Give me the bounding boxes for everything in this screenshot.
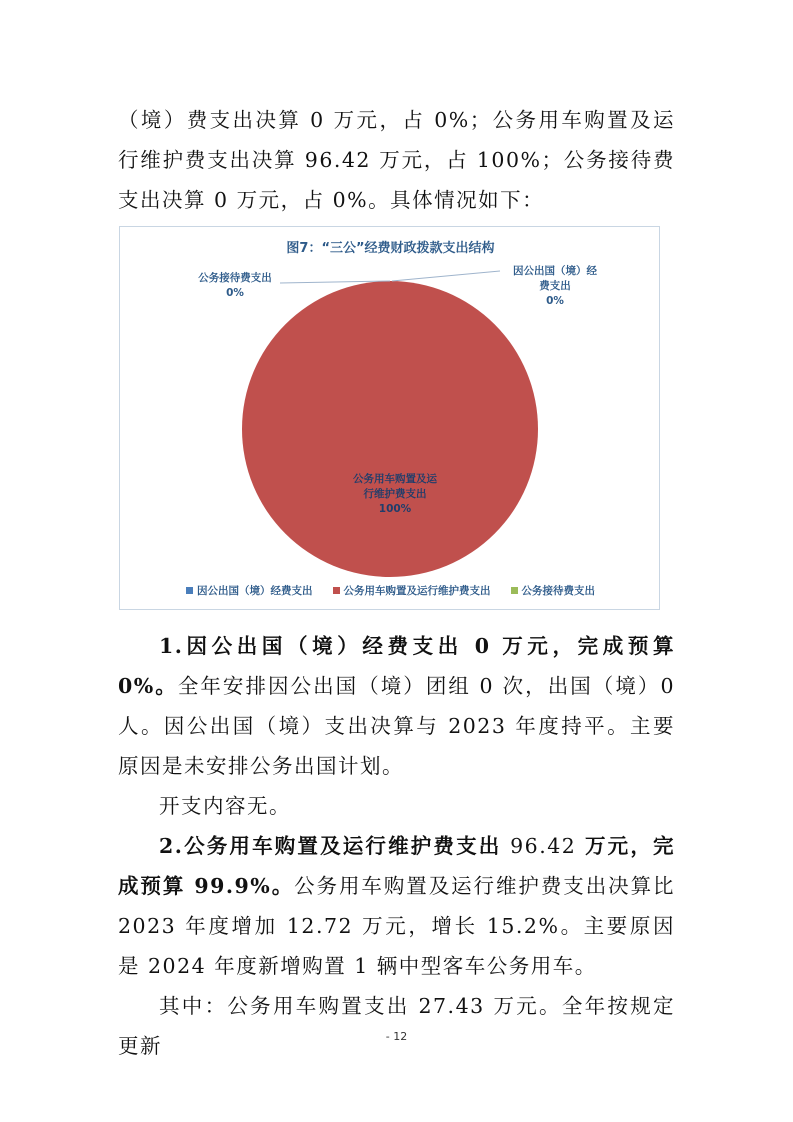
section-2-amount: 96.42: [501, 834, 585, 858]
section-2-heading-tail: 万元，完成预算 99.9%。: [118, 834, 675, 898]
legend-item-reception: [511, 583, 596, 598]
intro-text: （境）费支出决算 0 万元，占 0%；公务用车购置及运行维护费支出决算 96.42 万元，占 100%；公务接待费支出决算 0 万元，占 0%。具体情况如下：: [118, 108, 675, 212]
legend-label-vehicle: 公务用车购置及运行维护费支出: [343, 585, 491, 597]
label-vehicle: [335, 472, 455, 517]
section-1-note-text: 开支内容无。: [159, 794, 291, 818]
label-reception-pct: 0%: [226, 287, 244, 299]
section-2-body: 公务用车购置及运行维护费支出决算比 2023 年度增加 12.72 万元，增长 15.2%。主要原因是 2024 年度新增购置 1 辆中型客车公务用车。: [118, 874, 675, 978]
label-reception: [180, 271, 290, 301]
intro-paragraph: [118, 100, 675, 220]
page-number: - 12: [385, 1030, 408, 1043]
label-abroad-line1: 因公出国（境）经: [513, 265, 597, 277]
label-vehicle-line1: 公务用车购置及运: [353, 473, 437, 485]
label-abroad: [495, 264, 615, 309]
section-1-body: 全年安排因公出国（境）团组 0 次，出国（境）0 人。因公出国（境）支出决算与 2023 年度持平。主要原因是未安排公务出国计划。: [118, 674, 675, 778]
section-1-note: [118, 786, 675, 826]
section-2-note: [118, 986, 675, 1066]
legend-label-abroad: 因公出国（境）经费支出: [197, 585, 313, 597]
section-2-note-text: 其中：公务用车购置支出 27.43 万元。全年按规定更新: [118, 994, 675, 1058]
chart-title: 图7：“三公”经费财政拨款支出结构: [286, 241, 495, 256]
section-1-paragraph: [118, 626, 675, 786]
label-vehicle-line2: 行维护费支出: [363, 488, 427, 500]
label-abroad-line2: 费支出: [539, 280, 571, 292]
legend-swatch-blue: [186, 587, 193, 594]
section-1-heading: 1.因公出国（境）经费支出 0 万元，完成预算 0%。: [118, 634, 675, 698]
label-reception-name: 公务接待费支出: [198, 272, 272, 284]
legend-item-abroad: [186, 583, 313, 598]
section-2-heading: 2.公务用车购置及运行维护费支出: [159, 834, 502, 858]
legend-swatch-green: [511, 587, 518, 594]
label-vehicle-pct: 100%: [378, 503, 412, 515]
legend-swatch-red: [333, 587, 340, 594]
pie-chart: [119, 226, 660, 610]
legend-item-vehicle: [333, 583, 491, 598]
legend-label-reception: 公务接待费支出: [521, 585, 595, 597]
section-2-paragraph: [118, 826, 675, 986]
chart-legend: [120, 583, 661, 598]
slice-vehicle: [242, 281, 538, 577]
leader-line-abroad: [392, 271, 500, 281]
label-abroad-pct: 0%: [546, 295, 564, 307]
